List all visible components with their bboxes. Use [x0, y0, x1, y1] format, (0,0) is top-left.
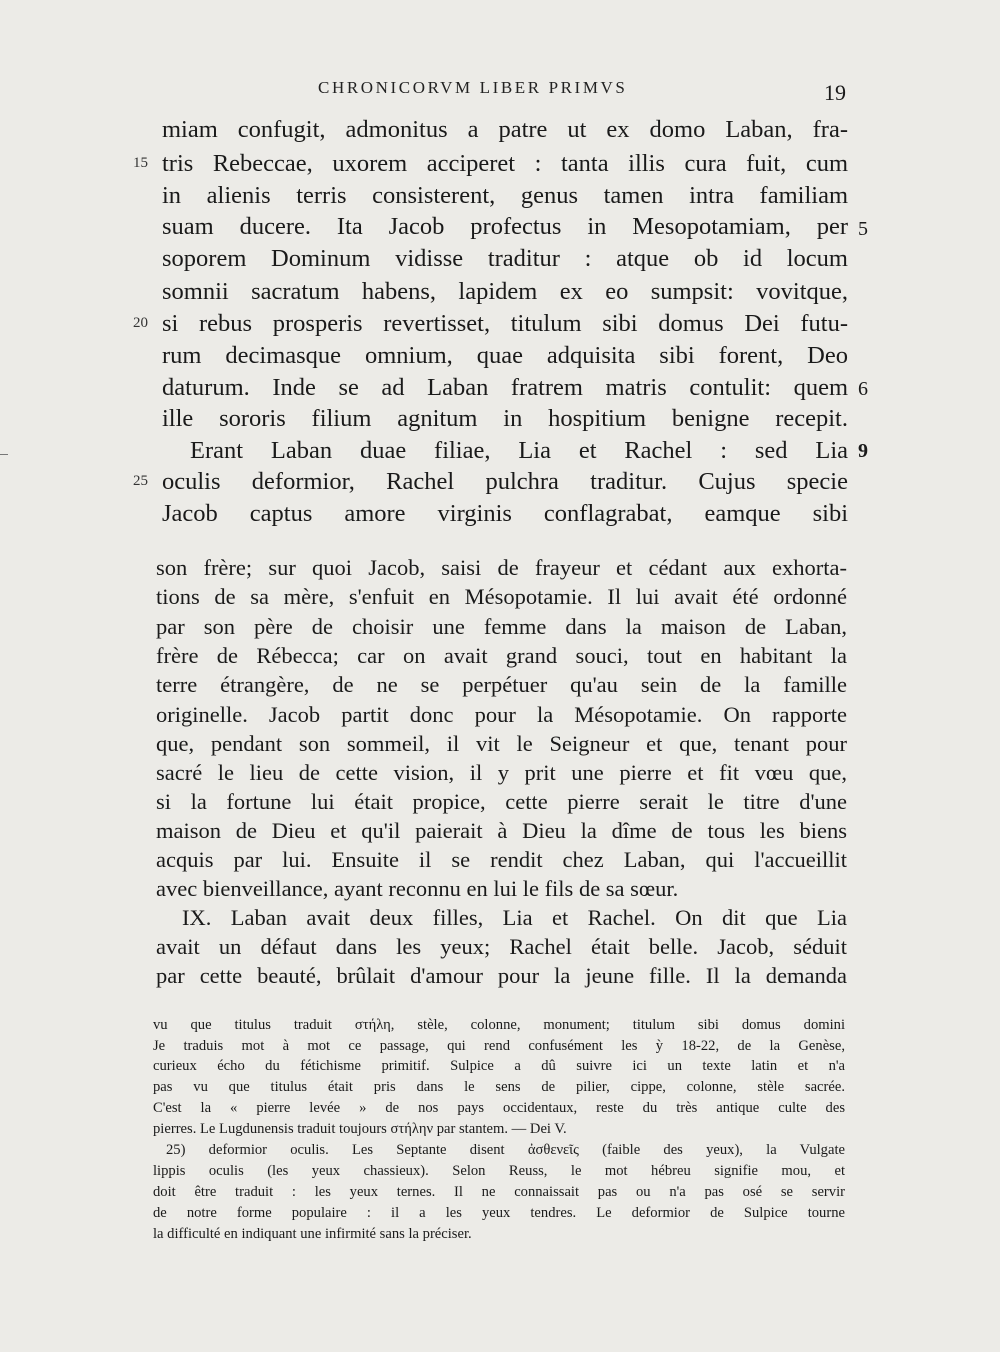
- verse-number: 5: [858, 218, 868, 240]
- latin-line: rum decimasque omnium, quae adquisita sibi forent, Deo: [162, 342, 848, 369]
- latin-line: ille sororis filium agnitum in hospitium benigne recepit.: [162, 405, 848, 432]
- footnote-line: doit être traduit : les yeux ternes. Il ne connaissait pas ou n'a pas osé se servir: [153, 1184, 845, 1200]
- french-line: avait un défaut dans les yeux; Rachel était belle. Jacob, séduit: [156, 934, 847, 959]
- french-line: sacré le lieu de cette vision, il y prit une pierre et fit vœu que,: [156, 760, 847, 785]
- footnote-line: de notre forme populaire : il a les yeux tendres. Le deformior de Sulpice tourne: [153, 1205, 845, 1221]
- latin-line: miam confugit, admonitus a patre ut ex domo Laban, fra-: [162, 116, 848, 143]
- latin-line: oculis deformior, Rachel pulchra traditur. Cujus specie: [162, 468, 848, 495]
- french-line: que, pendant son sommeil, il vit le Seigneur et que, tenant pour: [156, 731, 847, 756]
- margin-mark: [0, 454, 8, 455]
- line-number: 20: [133, 315, 148, 331]
- footnote-line: C'est la « pierre levée » de nos pays occidentaux, reste du très antique culte des: [153, 1100, 845, 1116]
- french-line: si la fortune lui était propice, cette pierre serait le titre d'une: [156, 789, 847, 814]
- french-line: son frère; sur quoi Jacob, saisi de frayeur et cédant aux exhorta-: [156, 555, 847, 580]
- latin-line: somnii sacratum habens, lapidem ex eo sumpsit: vovitque,: [162, 278, 848, 305]
- french-line: par son père de choisir une femme dans la maison de Laban,: [156, 614, 847, 639]
- footnote-line: la difficulté en indiquant une infirmité sans la préciser.: [153, 1226, 472, 1242]
- latin-line: in alienis terris consisterent, genus tamen intra familiam: [162, 182, 848, 209]
- latin-line: tris Rebeccae, uxorem acciperet : tanta illis cura fuit, cum: [162, 150, 848, 177]
- footnote-line: Je traduis mot à mot ce passage, qui rend confusément les ỳ 18-22, de la Genèse,: [153, 1038, 845, 1054]
- latin-line: daturum. Inde se ad Laban fratrem matris contulit: quem: [162, 374, 848, 401]
- french-line: frère de Rébecca; car on avait grand souci, tout en habitant la: [156, 643, 847, 668]
- footnote-line: pas vu que titulus était pris dans le sens de pilier, cippe, colonne, stèle sacrée.: [153, 1079, 845, 1095]
- french-line: tions de sa mère, s'enfuit en Mésopotamie. Il lui avait été ordonné: [156, 584, 847, 609]
- footnote-line: curieux écho du fétichisme primitif. Sulpice a dû suivre ici un texte latin et n'a: [153, 1058, 845, 1074]
- footnote-line: pierres. Le Lugdunensis traduit toujours στήλην par stantem. — Dei V.: [153, 1121, 567, 1137]
- latin-line: soporem Dominum vidisse traditur : atque ob id locum: [162, 245, 848, 272]
- french-line: originelle. Jacob partit donc pour la Mésopotamie. On rapporte: [156, 702, 847, 727]
- latin-line: Jacob captus amore virginis conflagrabat, eamque sibi: [162, 500, 848, 527]
- french-line: IX. Laban avait deux filles, Lia et Rachel. On dit que Lia: [182, 905, 847, 930]
- french-line: par cette beauté, brûlait d'amour pour la jeune fille. Il la demanda: [156, 963, 847, 988]
- latin-line: Erant Laban duae filiae, Lia et Rachel : sed Lia: [190, 437, 848, 464]
- running-title: CHRONICORVM LIBER PRIMVS: [318, 78, 628, 97]
- french-line: acquis par lui. Ensuite il se rendit chez Laban, qui l'accueillit: [156, 847, 847, 872]
- page-number: 19: [824, 80, 846, 105]
- latin-line: si rebus prosperis revertisset, titulum sibi domus Dei futu-: [162, 310, 848, 337]
- footnote-line: 25) deformior oculis. Les Septante disent ἀσθενεῖς (faible des yeux), la Vulgate: [166, 1142, 845, 1158]
- verse-number: 6: [858, 378, 868, 400]
- latin-line: suam ducere. Ita Jacob profectus in Mesopotamiam, per: [162, 213, 848, 240]
- verse-number: 9: [858, 440, 868, 462]
- footnote-line: lippis oculis (les yeux chassieux). Selon Reuss, le mot hébreu signifie mou, et: [153, 1163, 845, 1179]
- footnote-line: vu que titulus traduit στήλη, stèle, colonne, monument; titulum sibi domus domini: [153, 1017, 845, 1033]
- french-line: terre étrangère, de ne se perpétuer qu'au sein de la famille: [156, 672, 847, 697]
- line-number: 25: [133, 473, 148, 489]
- french-line: avec bienveillance, ayant reconnu en lui le fils de sa sœur.: [156, 876, 679, 901]
- line-number: 15: [133, 155, 148, 171]
- french-line: maison de Dieu et qu'il paierait à Dieu la dîme de tous les biens: [156, 818, 847, 843]
